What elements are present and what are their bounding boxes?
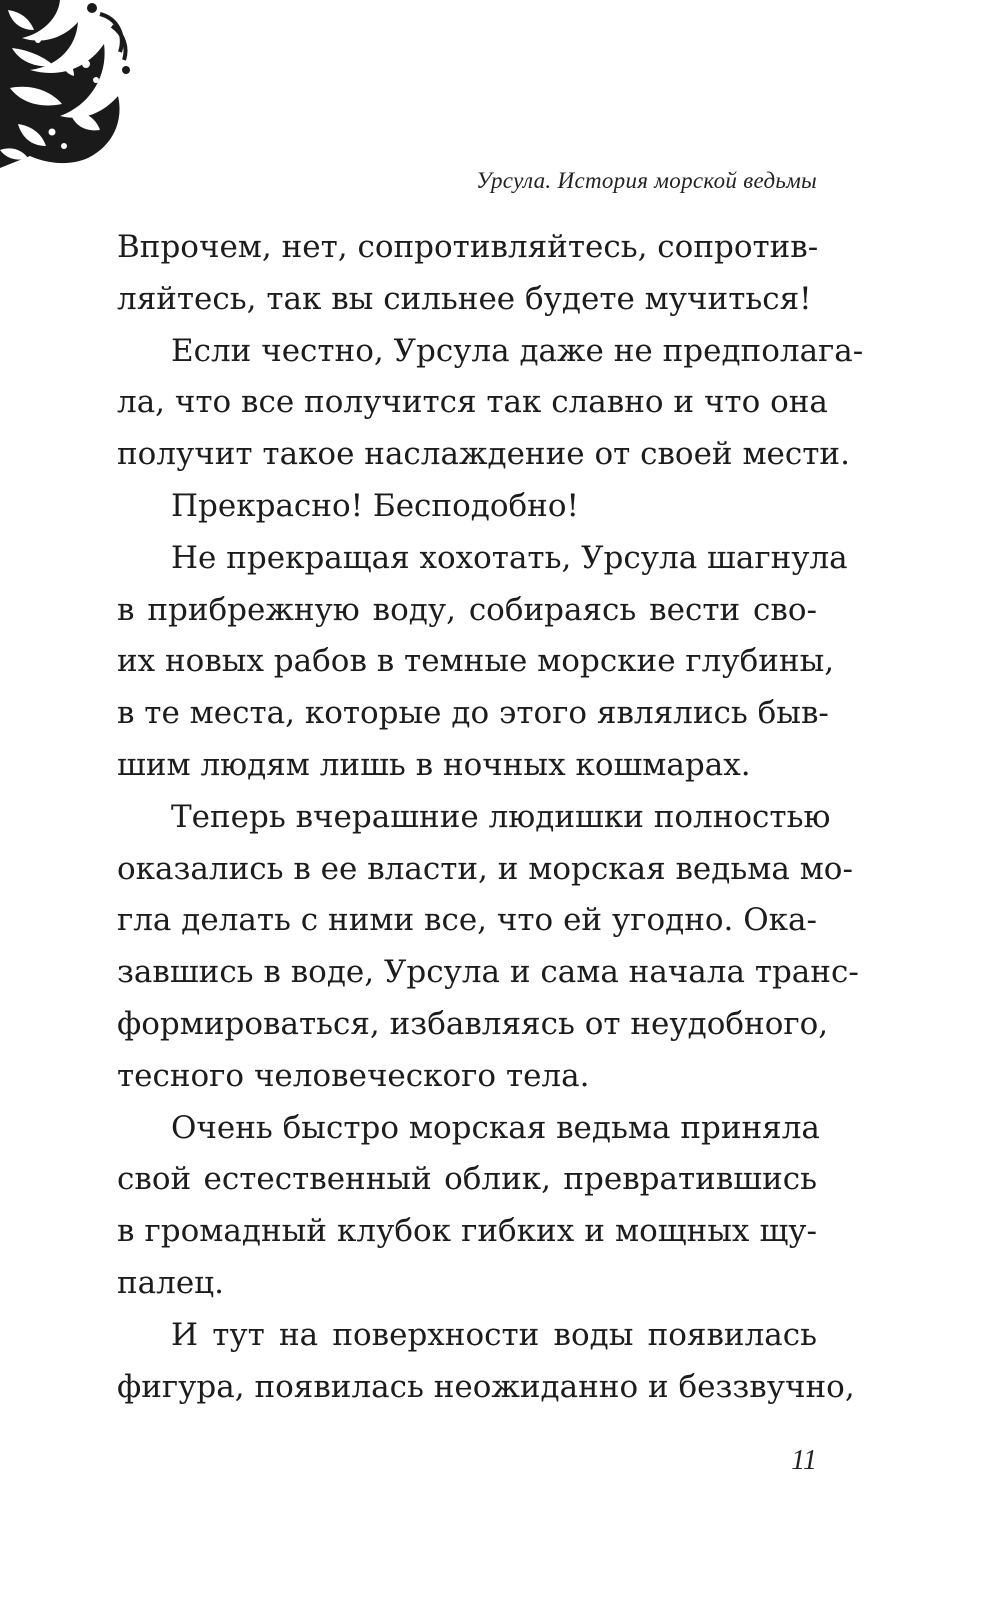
text-line: гла делать с ними все, что ей угодно. Ока-	[117, 902, 817, 939]
text-line: их новых рабов в темные морские глубины,	[117, 643, 835, 680]
text-line: свой естественный облик, превратившись	[117, 1161, 817, 1198]
text-line: оказались в ее власти, и морская ведьма мо-	[117, 850, 853, 887]
text-line: ла, что все получится так славно и что она	[117, 384, 828, 421]
text-line: Прекрасно! Бесподобно!	[171, 487, 579, 524]
text-line: Не прекращая хохотать, Урсула шагнула	[171, 539, 848, 576]
text-line: завшись в воде, Урсула и сама начала транс-	[117, 954, 859, 991]
running-header: Урсула. История морской ведьмы	[476, 168, 817, 193]
text-line: тесного человеческого тела.	[117, 1057, 590, 1094]
text-line: И тут на поверхности воды появилась	[171, 1316, 817, 1353]
text-line: в те места, которые до этого являлись быв-	[117, 695, 829, 732]
text-line: ляйтесь, так вы сильнее будете мучиться!	[117, 280, 812, 317]
text-line: фигура, появилась неожиданно и беззвучно,	[117, 1368, 855, 1405]
text-line: Очень быстро морская ведьма приняла	[171, 1109, 820, 1146]
text-line: формироваться, избавляясь от неудобного,	[117, 1005, 829, 1042]
text-line: Если честно, Урсула даже не предполага-	[171, 332, 864, 369]
text-line: шим людям лишь в ночных кошмарах.	[117, 746, 751, 783]
text-line: в громадный клубок гибких и мощных щу-	[117, 1213, 817, 1250]
page-number: 11	[791, 1445, 817, 1476]
text-line: Впрочем, нет, сопротивляйтесь, сопротив-	[117, 229, 819, 265]
text-line: палец.	[117, 1264, 224, 1301]
text-line: получит такое наслаждение от своей мести.	[117, 436, 850, 473]
text-line: в прибрежную воду, собираясь вести сво-	[117, 591, 817, 628]
text-line: Теперь вчерашние людишки полностью	[171, 798, 831, 835]
body-text	[117, 222, 864, 1413]
corner-ornament-icon	[0, 0, 134, 168]
